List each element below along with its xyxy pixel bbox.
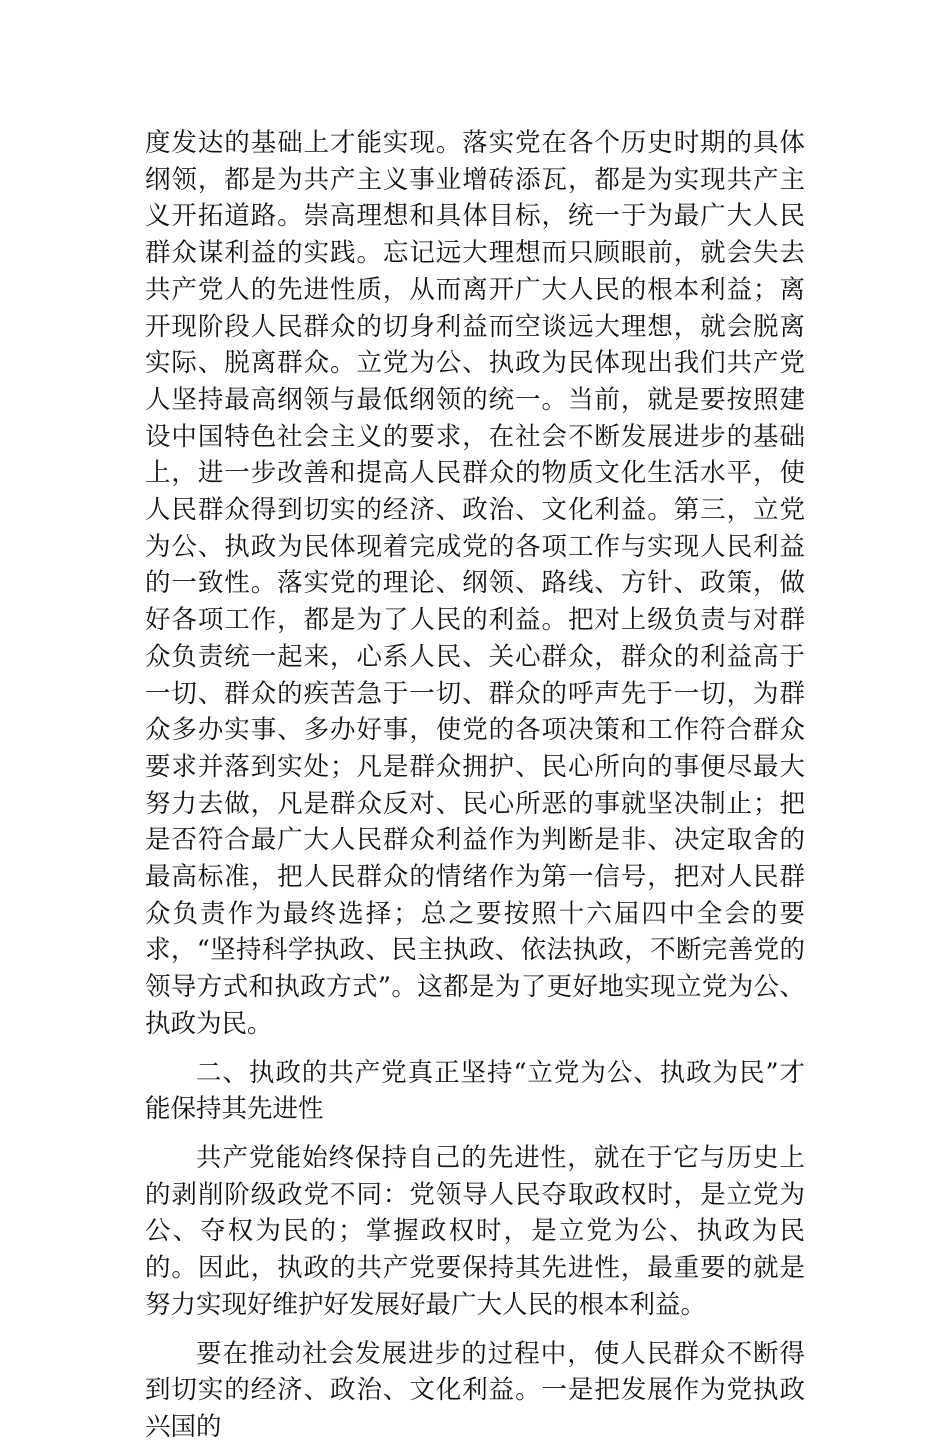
body-paragraph: 共产党能始终保持自己的先进性，就在于它与历史上的剥削阶级政党不同：党领导人民夺取政权时，是立党为公、夺权为民的；掌握政权时，是立党为公、执政为民的。因此，执政的共产党要保持其先进性，最重要的就是努力实现好维护好发展好最广大人民的根本利益。 [145,1142,805,1320]
document-page [145,125,805,1446]
body-paragraph: 要在推动社会发展进步的过程中，使人民群众不断得到切实的经济、政治、文化利益。一是把发展作为党执政兴国的 [145,1338,805,1442]
section-heading: 二、执政的共产党真正坚持“立党为公、执政为民”才能保持其先进性 [145,1057,805,1125]
body-paragraph-continued: 度发达的基础上才能实现。落实党在各个历史时期的具体纲领，都是为共产主义事业增砖添瓦，都是为实现共产主义开拓道路。崇高理想和具体目标，统一于为最广大人民群众谋利益的实践。忘记远大理想而只顾眼前，就会失去共产党人的先进性质，从而离开广大人民的根本利益；离开现阶段人民群众的切身利益而空谈远大理想，就会脱离实际、脱离群众。立党为公、执政为民体现出我们共产党人坚持最高纲领与最低纲领的统一。当前，就是要按照建设中国特色社会主义的要求，在社会不断发展进步的基础上，进一步改善和提高人民群众的物质文化生活水平，使人民群众得到切实的经济、政治、文化利益。第三，立党为公、执政为民体现着完成党的各项工作与实现人民利益的一致性。落实党的理论、纲领、路线、方针、政策，做好各项工作，都是为了人民的利益。把对上级负责与对群众负责统一起来，心系人民、关心群众，群众的利益高于一切、群众的疾苦急于一切、群众的呼声先于一切，为群众多办实事、多办好事，使党的各项决策和工作符合群众要求并落到实处；凡是群众拥护、民心所向的事便尽最大努力去做，凡是群众反对、民心所恶的事就坚决制止；把是否符合最广大人民群众利益作为判断是非、决定取舍的最高标准，把人民群众的情绪作为第一信号，把对人民群众负责作为最终选择；总之要按照十六届四中全会的要求，“坚持科学执政、民主执政、依法执政，不断完善党的领导方式和执政方式”。这都是为了更好地实现立党为公、执政为民。 [145,128,805,1039]
